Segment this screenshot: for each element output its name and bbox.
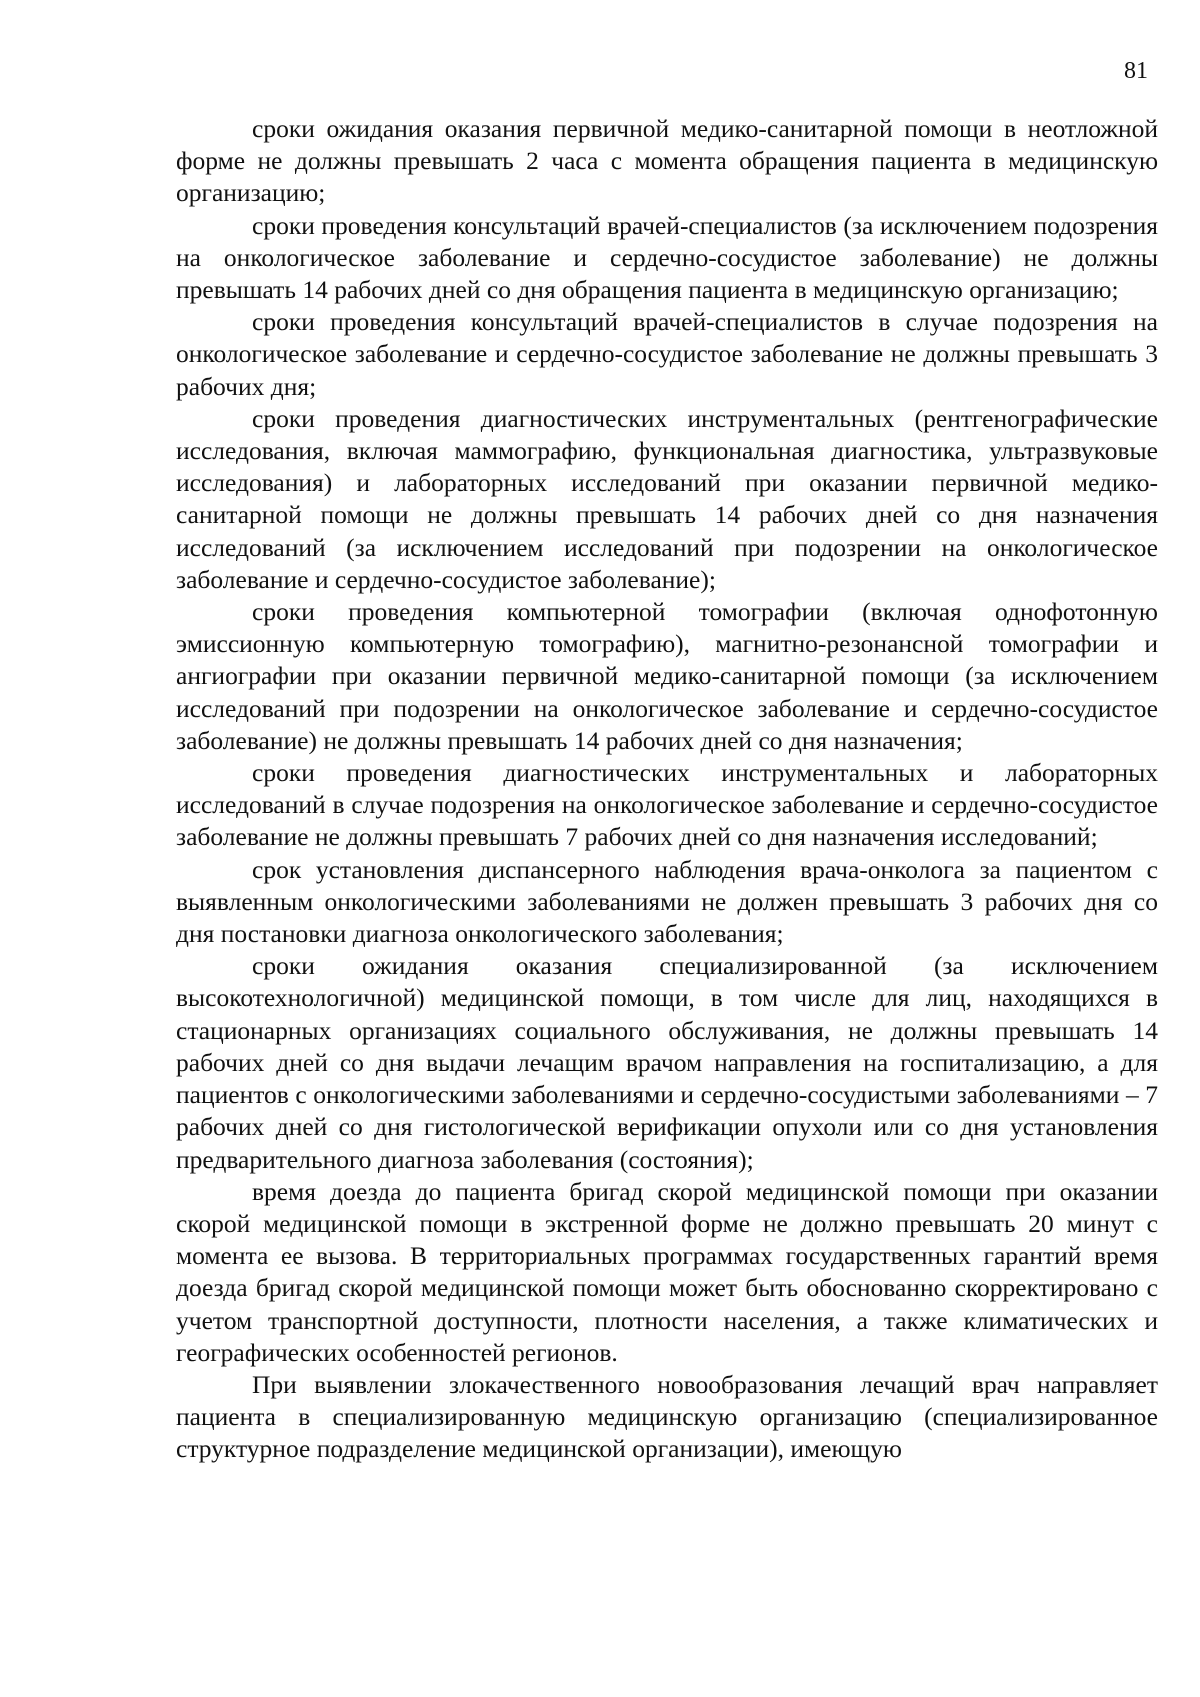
paragraph: сроки проведения диагностических инструментальных и лабораторных исследований в случае подозрения на онкологическое заболевание и сердечно-сосудистое заболевание не должны превышать 7 рабочих дней со дня назначения исследований; (176, 758, 1158, 852)
paragraph: сроки ожидания оказания первичной медико-санитарной помощи в неотложной форме не должны превышать 2 часа с момента обращения пациента в медицинскую организацию; (176, 114, 1158, 208)
page-number: 81 (1124, 58, 1148, 84)
paragraph: При выявлении злокачественного новообразования лечащий врач направляет пациента в специализированную медицинскую организацию (специализированное структурное подразделение медицинской организации), имеющую (176, 1369, 1158, 1464)
paragraph: сроки проведения диагностических инструментальных (рентгенографические исследования, включая маммографию, функциональная диагностика, ультразвуковые исследования) и лабораторных исследований при оказании первичной медико-санитарной помощи не должны превышать 14 рабочих дней со дня назначения исследований (за исключением исследований при подозрении на онкологическое заболевание и сердечно-сосудистое заболевание); (176, 403, 1158, 594)
paragraph: сроки проведения консультаций врачей-специалистов (за исключением подозрения на онкологическое заболевание и сердечно-сосудистое заболевание) не должны превышать 14 рабочих дней со дня обращения пациента в медицинскую организацию; (176, 210, 1158, 305)
paragraph: время доезда до пациента бригад скорой медицинской помощи при оказании скорой медицинской помощи в экстренной форме не должно превышать 20 минут с момента ее вызова. В территориальных программах государственных гарантий время доезда бригад скорой медицинской помощи может быть обоснованно скорректировано с учетом транспортной доступности, плотности населения, а также климатических и географических особенностей регионов. (176, 1176, 1158, 1367)
paragraph: сроки ожидания оказания специализированной (за исключением высокотехнологичной) медицинской помощи, в том числе для лиц, находящихся в стационарных организациях социального обслуживания, не должны превышать 14 рабочих дней со дня выдачи лечащим врачом направления на госпитализацию, а для пациентов с онкологическими заболеваниями и сердечно-сосудистыми заболеваниями – 7 рабочих дней со дня гистологической верификации опухоли или со дня установления предварительного диагноза заболевания (состояния); (176, 951, 1158, 1174)
paragraph: срок установления диспансерного наблюдения врача-онколога за пациентом с выявленным онкологическими заболеваниями не должен превышать 3 рабочих дня со дня постановки диагноза онкологического заболевания; (176, 854, 1158, 949)
paragraph: сроки проведения компьютерной томографии (включая однофотонную эмиссионную компьютерную томографию), магнитно-резонансной томографии и ангиографии при оказании первичной медико-санитарной помощи (за исключением исследований при подозрении на онкологическое заболевание и сердечно-сосудистое заболевание) не должны превышать 14 рабочих дней со дня назначения; (176, 597, 1158, 755)
body-text (176, 113, 1158, 1466)
paragraph: сроки проведения консультаций врачей-специалистов в случае подозрения на онкологическое заболевание и сердечно-сосудистое заболевание не должны превышать 3 рабочих дня; (176, 307, 1158, 401)
